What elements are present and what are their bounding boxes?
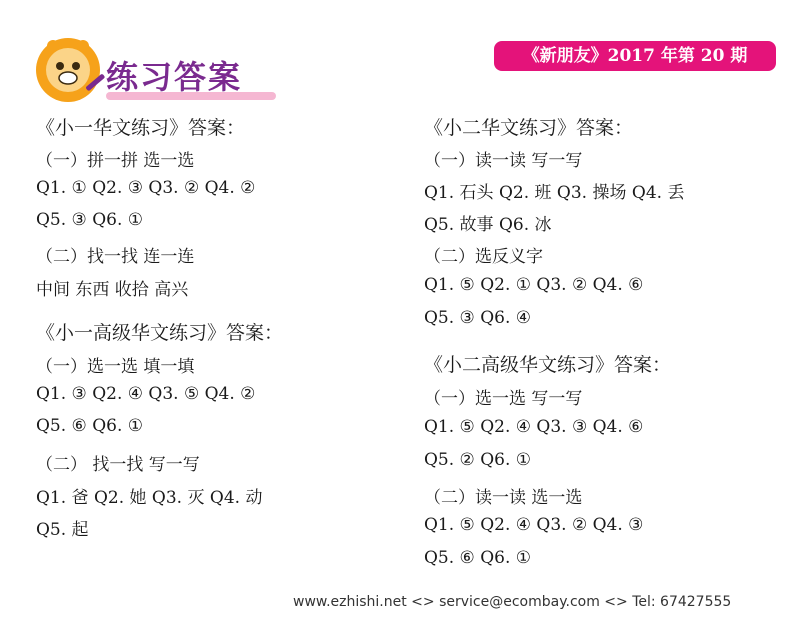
part-label: （一）拼一拼 选一选	[36, 151, 195, 171]
section-heading: 《小二高级华文练习》答案：	[424, 354, 672, 376]
part-label: （二）找一找 连一连	[36, 247, 195, 267]
answer-row: 中间 东西 收拾 高兴	[36, 280, 189, 300]
part-label: （一）选一选 填一填	[36, 357, 195, 377]
answer-row: Q1. ① Q2. ③ Q3. ② Q4. ②	[36, 178, 256, 198]
page-title: 练习答案	[106, 58, 243, 96]
issue-badge: 《新朋友》2017 年第 20 期	[494, 41, 776, 71]
section-heading: 《小一高级华文练习》答案：	[36, 322, 284, 344]
answer-row: Q5. 故事 Q6. 冰	[424, 215, 552, 235]
answer-row: Q5. ③ Q6. ④	[424, 308, 532, 328]
header	[34, 34, 264, 114]
answer-row: Q5. ⑥ Q6. ①	[424, 548, 532, 568]
answer-row: Q1. 石头 Q2. 班 Q3. 操场 Q4. 丢	[424, 183, 685, 203]
answer-row: Q1. 爸 Q2. 她 Q3. 灭 Q4. 动	[36, 488, 263, 508]
section-heading: 《小二华文练习》答案：	[424, 117, 634, 139]
answer-row: Q5. ③ Q6. ①	[36, 210, 144, 230]
part-label: （一）选一选 写一写	[424, 389, 583, 409]
part-label: （一）读一读 写一写	[424, 151, 583, 171]
answer-row: Q5. 起	[36, 520, 89, 540]
section-heading: 《小一华文练习》答案：	[36, 117, 246, 139]
answer-row: Q1. ⑤ Q2. ④ Q3. ② Q4. ③	[424, 515, 644, 535]
answer-row: Q1. ③ Q2. ④ Q3. ⑤ Q4. ②	[36, 384, 256, 404]
footer-contact: www.ezhishi.net <> service@ecombay.com <> Tel: 67427555	[293, 594, 732, 610]
answer-row: Q5. ② Q6. ①	[424, 450, 532, 470]
answer-row: Q5. ⑥ Q6. ①	[36, 416, 144, 436]
answer-row: Q1. ⑤ Q2. ① Q3. ② Q4. ⑥	[424, 275, 644, 295]
lion-mascot-icon	[34, 34, 108, 112]
answer-row: Q1. ⑤ Q2. ④ Q3. ③ Q4. ⑥	[424, 417, 644, 437]
part-label: （二）选反义字	[424, 247, 543, 267]
part-label: （二） 找一找 写一写	[36, 455, 200, 475]
part-label: （二）读一读 选一选	[424, 488, 583, 508]
